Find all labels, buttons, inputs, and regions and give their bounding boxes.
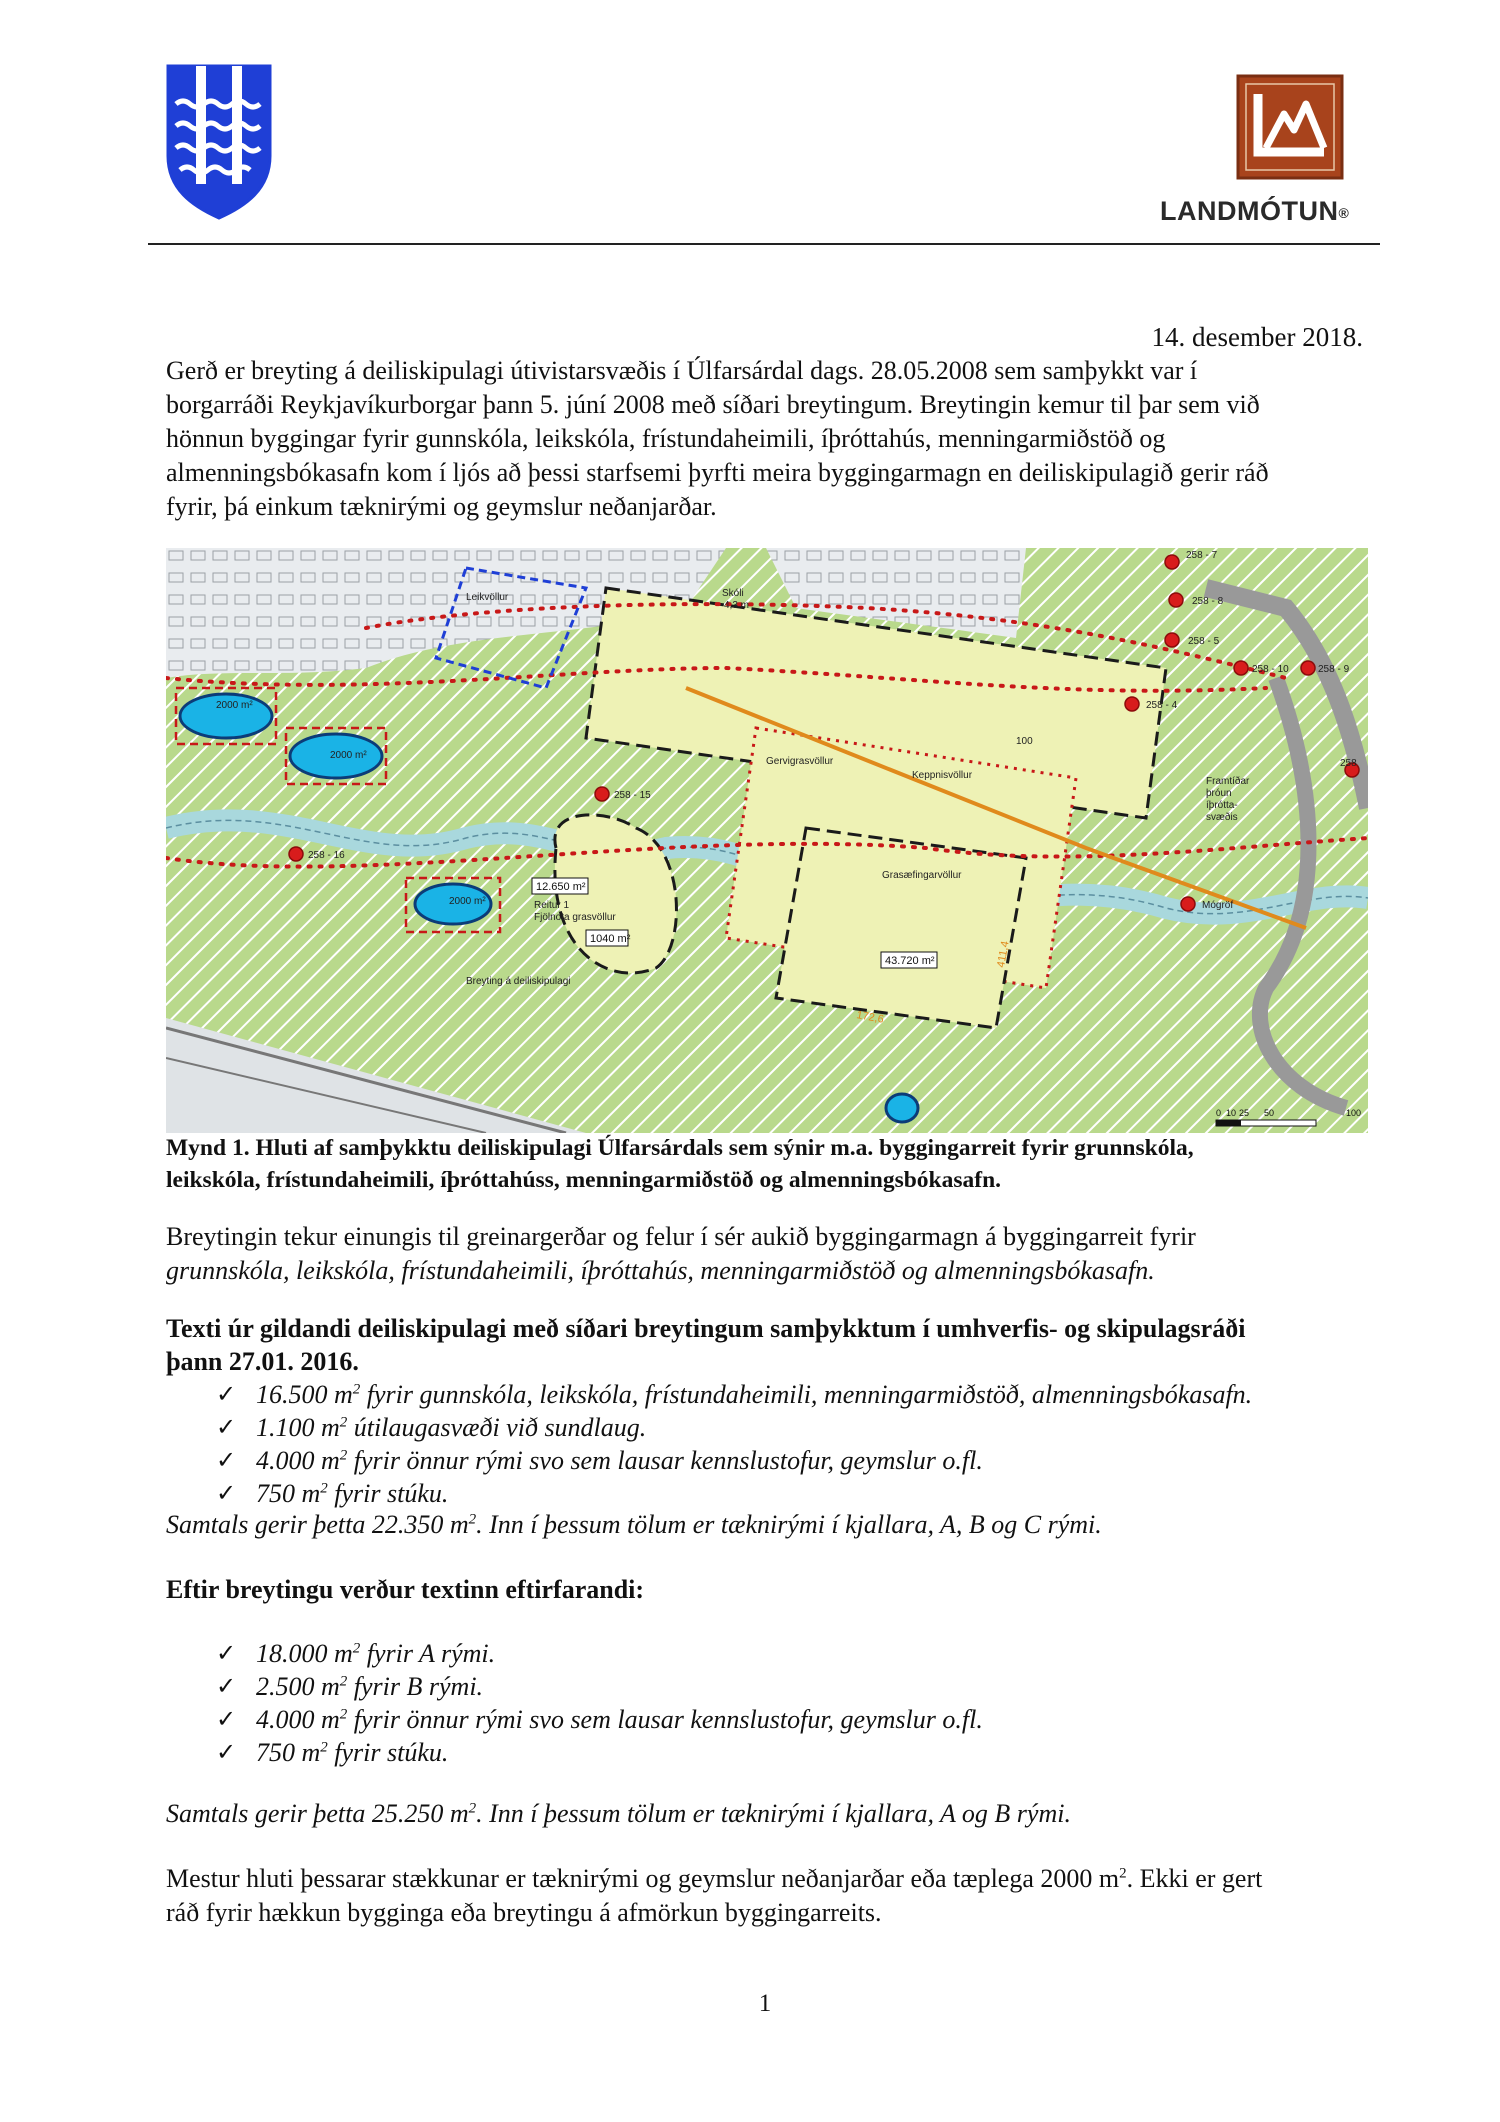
- list-item: ✓ 1.100 $m^2$ útilaugasvæði við sundlaug.: [216, 1413, 647, 1442]
- checkmark-icon: ✓: [216, 1639, 237, 1667]
- checkmark-icon: ✓: [216, 1479, 237, 1507]
- map-marker-label: 258 - 7: [1186, 550, 1218, 561]
- map-label: þróun: [1206, 788, 1232, 799]
- change-note-line: grunnskóla, leikskóla, frístundaheimili, íþróttahús, menningarmiðstöð og almenningsbókasafn.: [166, 1256, 1155, 1285]
- site-plan-map: [166, 548, 1368, 1133]
- map-label: Keppnisvöllur: [912, 770, 973, 781]
- heading-line: Texti úr gildandi deiliskipulagi með síðari breytingum samþykktum í umhverfis- og skipulagsráði: [166, 1314, 1246, 1343]
- map-label: Mógröf: [1202, 900, 1234, 911]
- figure-caption: [166, 1132, 1376, 1196]
- map-area-label: 1040 m²: [590, 933, 631, 945]
- pool-icon: [886, 1094, 918, 1122]
- closing-paragraph: [166, 1862, 1386, 1930]
- intro-line: Gerð er breyting á deiliskipulagi útivistarsvæðis í Úlfarsárdal dags. 28.05.2008 sem samþykkt var í: [166, 356, 1198, 385]
- change-note-line: Breytingin tekur einungis til greinargerðar og felur í sér aukið byggingarmagn á byggingarreit fyrir: [166, 1222, 1196, 1251]
- caption-line: leikskóla, frístundaheimili, íþróttahúss, menningarmiðstöð og almenningsbókasafn.: [166, 1167, 1002, 1193]
- map-label: Grasæfingarvöllur: [882, 870, 962, 881]
- intro-line: almenningsbókasafn kom í ljós að þessi starfsemi þyrfti meira byggingarmagn en deiliskipulagið gerir ráð: [166, 458, 1269, 487]
- checkmark-icon: ✓: [216, 1446, 237, 1474]
- header-divider: [148, 243, 1380, 245]
- map-label: íþrótta-: [1206, 800, 1238, 811]
- map-area-label: 43.720 m²: [885, 955, 935, 967]
- checkmark-icon: ✓: [216, 1672, 237, 1700]
- svg-text:100: 100: [1346, 1108, 1362, 1118]
- reykjavik-crest-logo: [166, 64, 272, 220]
- list-item: ✓ 750 $m^2$ fyrir stúku.: [216, 1479, 449, 1508]
- checkmark-icon: ✓: [216, 1413, 237, 1441]
- intro-line: fyrir, þá einkum tæknirými og geymslur neðanjarðar.: [166, 492, 717, 521]
- map-elevation-label: 172,6: [855, 1009, 885, 1026]
- checkmark-icon: ✓: [216, 1705, 237, 1733]
- caption-line: Mynd 1. Hluti af samþykktu deiliskipulagi Úlfarsárdals sem sýnir m.a. byggingarreit fyrir grunnskóla,: [166, 1135, 1194, 1161]
- intro-line: borgarráði Reykjavíkurborgar þann 5. júní 2008 með síðari breytingum. Breytingin kemur til þar sem við: [166, 390, 1260, 419]
- map-marker-label: 258 - 16: [308, 850, 345, 861]
- document-date: 14. desember 2018.: [1151, 322, 1363, 352]
- map-marker-label: 258 - 5: [1188, 636, 1220, 647]
- registered-mark-icon: ®: [1338, 204, 1350, 221]
- intro-paragraph: [166, 354, 1366, 524]
- heading-line: þann 27.01. 2016.: [166, 1347, 359, 1376]
- map-marker-label: 258 - 9: [1318, 664, 1350, 675]
- map-label: 2000 m²: [449, 896, 486, 907]
- current-plan-list: [216, 1378, 1252, 1510]
- intro-line: hönnun byggingar fyrir gunnskóla, leikskóla, frístundaheimili, íþróttahús, menningarmiðstöð og: [166, 424, 1166, 453]
- map-label: Breyting á deiliskipulagi: [466, 976, 571, 987]
- map-marker-label: 258 - 8: [1192, 596, 1224, 607]
- checkmark-icon: ✓: [216, 1380, 237, 1408]
- map-label: Skóli: [722, 588, 744, 599]
- map-label: 4,3 m: [724, 600, 750, 611]
- closing-line: Mestur hluti þessarar stækkunar er tæknirými og geymslur neðanjarðar eða tæplega 2000 $m^2$. Ekki er gert: [166, 1864, 1263, 1893]
- page-number: 1: [758, 1990, 772, 2017]
- list-item: ✓ 750 $m^2$ fyrir stúku.: [216, 1738, 449, 1767]
- map-marker-label: 258 - 10: [1252, 664, 1289, 675]
- map-area-label: 12.650 m²: [536, 881, 586, 893]
- map-label: 100: [1016, 736, 1033, 747]
- map-label: Gervigrasvöllur: [766, 756, 834, 767]
- svg-text:10: 10: [1226, 1108, 1237, 1118]
- grass-field-plot: [776, 828, 1026, 1028]
- landmotun-logo-mark: [1236, 74, 1344, 180]
- list-item: ✓ 2.500 $m^2$ fyrir B rými.: [216, 1672, 484, 1701]
- list-item: ✓ 4.000 $m^2$ fyrir önnur rými svo sem lausar kennslustofur, geymslur o.fl.: [216, 1446, 983, 1475]
- publisher-name: LANDMÓTUN: [1160, 196, 1339, 226]
- map-label: Fjölnota grasvöllur: [534, 912, 616, 923]
- map-label: Reitur 1: [534, 900, 570, 911]
- after-change-heading: Eftir breytingu verður textinn eftirfarandi:: [166, 1575, 645, 1604]
- list-item: ✓ 4.000 $m^2$ fyrir önnur rými svo sem lausar kennslustofur, geymslur o.fl.: [216, 1705, 983, 1734]
- map-label: 2000 m²: [330, 750, 367, 761]
- current-plan-total: Samtals gerir þetta 22.350 $m^2$. Inn í þessum tölum er tæknirými í kjallara, A, B og C rými.: [166, 1510, 1102, 1539]
- map-marker-label: 258 - 15: [614, 790, 651, 801]
- after-change-total: Samtals gerir þetta 25.250 $m^2$. Inn í þessum tölum er tæknirými í kjallara, A og B rými.: [166, 1799, 1071, 1828]
- map-label: Leikvöllur: [466, 592, 509, 603]
- svg-text:50: 50: [1264, 1108, 1275, 1118]
- map-label: Framtíðar: [1206, 776, 1250, 787]
- map-label: 2000 m²: [216, 700, 253, 711]
- change-note: [166, 1220, 1366, 1288]
- map-label: svæðis: [1206, 812, 1238, 823]
- after-change-list: [216, 1637, 983, 1769]
- list-item: ✓ 16.500 $m^2$ fyrir gunnskóla, leikskóla, frístundaheimili, menningarmiðstöð, almenningsbókasafn.: [216, 1380, 1253, 1409]
- map-marker-label: 258: [1340, 758, 1357, 769]
- svg-text:25: 25: [1239, 1108, 1250, 1118]
- svg-text:0: 0: [1216, 1108, 1222, 1118]
- map-elevation-label: 411,4: [995, 940, 1012, 969]
- list-item: ✓ 18.000 $m^2$ fyrir A rými.: [216, 1639, 496, 1668]
- checkmark-icon: ✓: [216, 1738, 237, 1766]
- map-marker-label: 258 - 4: [1146, 700, 1178, 711]
- current-plan-heading: [166, 1312, 1386, 1378]
- closing-line: ráð fyrir hækkun bygginga eða breytingu á afmörkun byggingarreits.: [166, 1898, 882, 1927]
